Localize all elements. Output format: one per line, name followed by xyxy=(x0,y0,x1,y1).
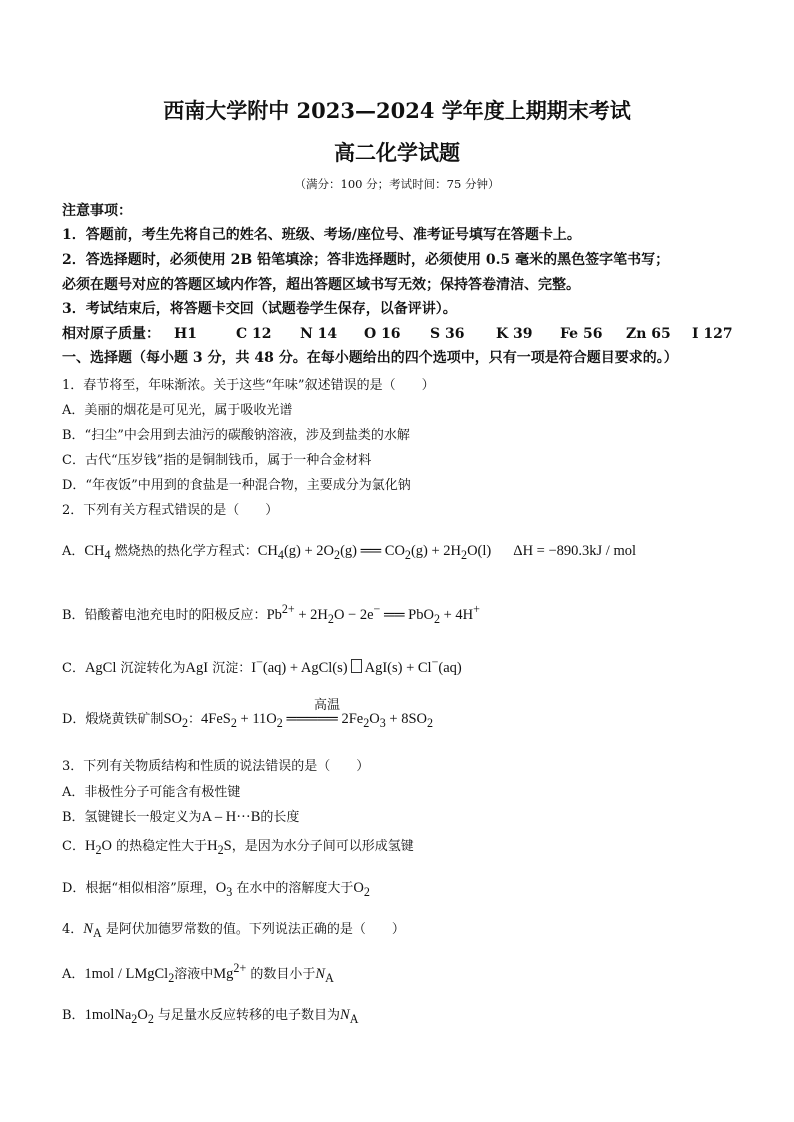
atomic-mass-h: H1 xyxy=(174,326,197,342)
section-1-heading: 一、选择题（每小题 3 分，共 48 分。在每小题给出的四个选项中，只有一项是符合题目要求的。） xyxy=(62,350,678,366)
atomic-mass-o: O 16 xyxy=(364,326,401,342)
note-item-3: 3．考试结束后，将答题卡交回（试题卷学生保存，以备评讲）。 xyxy=(62,301,457,317)
q3-option-d: D．根据“相似相溶”原理，$O_3$ 在水中的溶解度大于$O_2$ xyxy=(62,880,370,899)
q3-stem: 3．下列有关物质结构和性质的说法错误的是（ ） xyxy=(62,759,370,774)
note-item-2-cont: 必须在题号对应的答题区域内作答，超出答题区域书写无效；保持答卷清洁、完整。 xyxy=(62,277,580,293)
q1-stem: 1．春节将至，年味渐浓。关于这些“年味”叙述错误的是（ ） xyxy=(62,378,435,393)
q2-option-b: B．铅酸蓄电池充电时的阳极反应：$Pb^{2+} + 2H_2O - 2e^-$ ══ PbO$_2$ + 4H+ xyxy=(62,602,480,626)
equilibrium-symbol xyxy=(351,659,362,673)
atomic-mass-i: I 127 xyxy=(692,326,733,342)
exam-subtitle: 高二化学试题 xyxy=(334,140,460,165)
q4-option-a: A．1mol / LMgCl$_2$溶液中$Mg^{2+}$ 的数目小于$N_A$ xyxy=(62,961,334,985)
atomic-mass-line xyxy=(62,323,733,343)
atomic-mass-k: K 39 xyxy=(496,326,533,342)
q2-option-c: C．AgCl 沉淀转化为AgI 沉淀：I−(aq) + AgCl(s) AgI(s) + Cl−(aq) xyxy=(62,655,462,676)
q3-option-a: A．非极性分子可能含有极性键 xyxy=(62,785,241,800)
q3-option-c: C．$H_2O$ 的热稳定性大于$H_2S$，是因为水分子间可以形成氢键 xyxy=(62,838,414,857)
q4-option-b: B．$1molNa_2O_2$ 与足量水反应转移的电子数目为$N_A$ xyxy=(62,1007,359,1026)
exam-title: 西南大学附中 2023—2024 学年度上期期末考试 xyxy=(163,98,631,123)
note-item-1: 1．答题前，考生先将自己的姓名、班级、考场/座位号、准考证号填写在答题卡上。 xyxy=(62,227,581,243)
q2-option-d: D．煅烧黄铁矿制$SO_2$：$4FeS_2 + 11O_2$ ═════ $2Fe_2O_3 + 8SO_2$ xyxy=(62,711,434,730)
atomic-mass-s: S 36 xyxy=(430,326,465,342)
q2-stem: 2．下列有关方程式错误的是（ ） xyxy=(62,503,279,518)
note-item-2: 2．答选择题时，必须使用 2B 铅笔填涂；答非选择题时，必须使用 0.5 毫米的黑色签字笔书写； xyxy=(62,252,670,268)
q4-stem: 4．$N_A$ 是阿伏加德罗常数的值。下列说法正确的是（ ） xyxy=(62,921,405,940)
atomic-mass-fe: Fe 56 xyxy=(560,326,603,342)
atomic-mass-c: C 12 xyxy=(236,326,272,342)
q3-option-b: B．氢键键长一般定义为A – H···B的长度 xyxy=(62,809,300,825)
atomic-mass-zn: Zn 65 xyxy=(626,326,671,342)
notes-heading: 注意事项： xyxy=(62,203,132,219)
q2-a-delta-h: ΔH = −890.3kJ / mol xyxy=(513,543,637,559)
q1-option-a: A．美丽的烟花是可见光，属于吸收光谱 xyxy=(62,403,293,418)
q2-d-condition: 高温 xyxy=(314,698,341,713)
q1-option-c: C．古代“压岁钱”指的是铜制钱币，属于一种合金材料 xyxy=(62,453,372,468)
q2-option-a: A．$CH_4$ 燃烧热的热化学方程式：$CH_4(g) + 2O_2(g)$ ══ $CO_2(g) + 2H_2O(l) \Delta H = -890.3kJ$ / mol xyxy=(62,543,637,562)
q1-option-d: D．“年夜饭”中用到的食盐是一种混合物，主要成分为氯化钠 xyxy=(62,478,411,493)
atomic-mass-n: N 14 xyxy=(300,326,338,342)
atomic-mass-label: 相对原子质量： xyxy=(62,326,160,342)
q1-option-b: B．“扫尘”中会用到去油污的碳酸钠溶液，涉及到盐类的水解 xyxy=(62,428,410,443)
exam-info: （满分：100 分；考试时间：75 分钟） xyxy=(294,177,500,191)
